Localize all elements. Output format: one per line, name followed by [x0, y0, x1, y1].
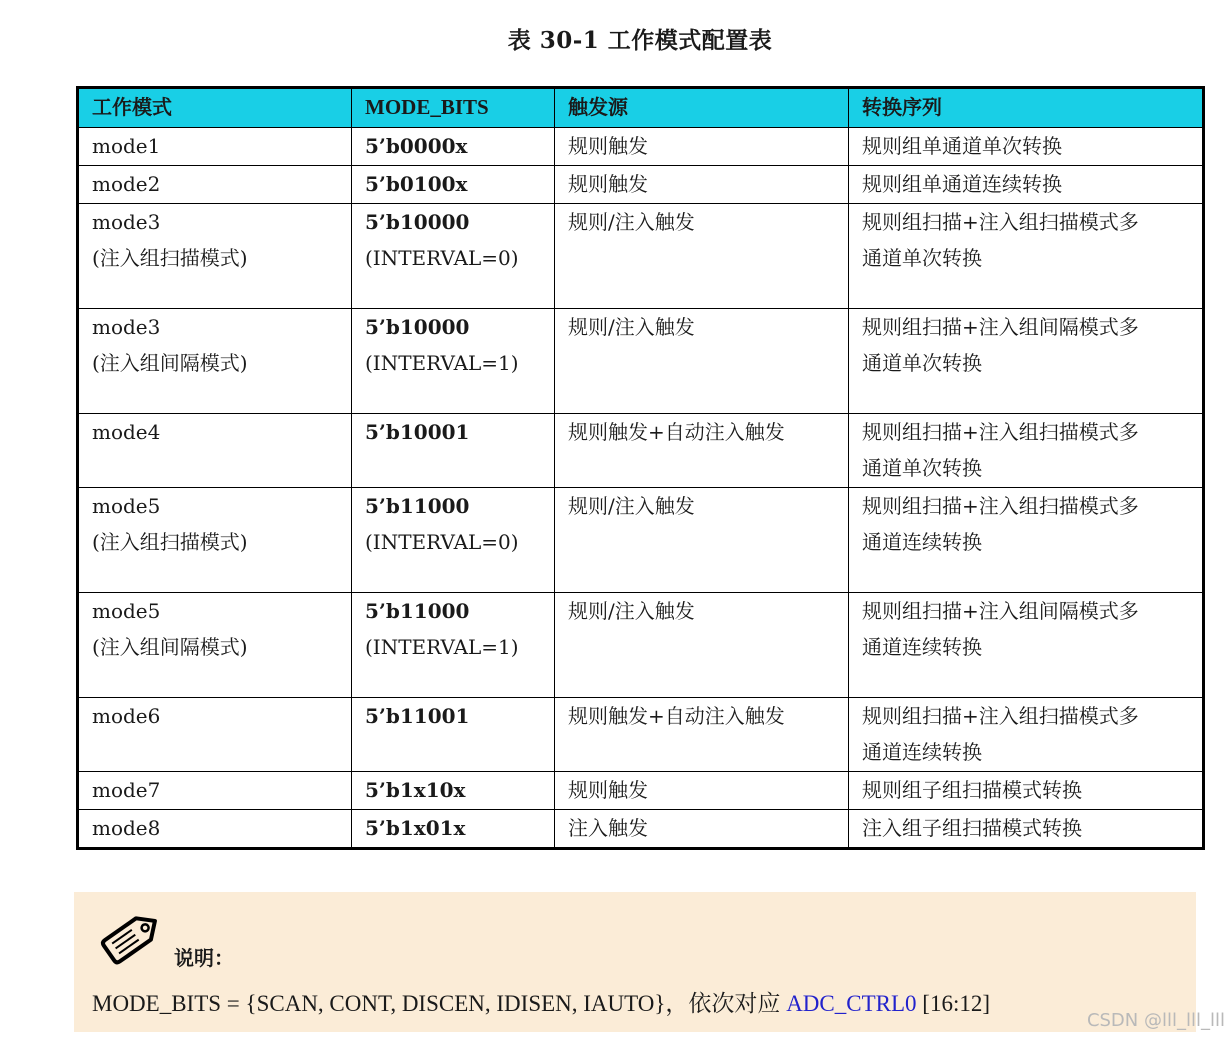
tag-icon [96, 906, 168, 968]
cell-line: 5’b10000 [365, 210, 470, 234]
table-row [78, 309, 1204, 414]
cell-mode [78, 128, 352, 166]
cell-sequence [849, 166, 1204, 204]
cell-bits [352, 698, 555, 772]
header-trigger: 触发源 [555, 88, 849, 128]
note-text-before: MODE_BITS = {SCAN, CONT, DISCEN, IDISEN, IAUTO}，依次对应 [92, 991, 787, 1016]
note-label: 说明： [174, 946, 234, 970]
cell-line: 5’b10000 [365, 315, 470, 339]
cell-bits [352, 772, 555, 810]
cell-line: 5’b11000 [365, 494, 470, 518]
cell-line: mode6 [92, 704, 161, 728]
cell-line: 规则触发+自动注入触发 [568, 420, 785, 444]
cell-line: 通道连续转换 [862, 740, 982, 764]
cell-line: mode5 [92, 494, 161, 518]
cell-trigger [555, 772, 849, 810]
cell-bits [352, 204, 555, 309]
table-row [78, 166, 1204, 204]
cell-line: 规则组扫描+注入组间隔模式多 [862, 315, 1139, 339]
cell-trigger [555, 128, 849, 166]
table-row [78, 128, 1204, 166]
cell-bits [352, 128, 555, 166]
cell-trigger [555, 414, 849, 488]
header-mode: 工作模式 [78, 88, 352, 128]
table-header-row [78, 88, 1204, 128]
cell-line: 规则/注入触发 [568, 315, 695, 339]
cell-line: 规则/注入触发 [568, 494, 695, 518]
table-row [78, 204, 1204, 309]
cell-line: mode7 [92, 778, 161, 802]
cell-line: 规则组扫描+注入组扫描模式多 [862, 704, 1139, 728]
note-box [74, 892, 1196, 1032]
table-row [78, 593, 1204, 698]
cell-line: mode8 [92, 816, 161, 840]
mode-config-table [76, 86, 1205, 850]
cell-line: 5’b0100x [365, 172, 468, 196]
cell-line: 注入组子组扫描模式转换 [862, 816, 1082, 840]
cell-line: (INTERVAL=1) [365, 351, 519, 375]
cell-line: 通道单次转换 [862, 456, 982, 480]
cell-line: 5’b11001 [365, 704, 470, 728]
cell-bits [352, 810, 555, 849]
cell-line: (注入组扫描模式) [92, 530, 248, 554]
cell-sequence [849, 593, 1204, 698]
cell-line: 规则组单通道连续转换 [862, 172, 1062, 196]
register-name: ADC_CTRL0 [786, 991, 917, 1016]
cell-sequence [849, 772, 1204, 810]
cell-line: 规则/注入触发 [568, 599, 695, 623]
cell-line: 5’b1x10x [365, 778, 466, 802]
cell-bits [352, 309, 555, 414]
header-sequence: 转换序列 [849, 88, 1204, 128]
cell-line: (INTERVAL=0) [365, 530, 519, 554]
cell-line: mode3 [92, 210, 161, 234]
table-row [78, 414, 1204, 488]
cell-bits [352, 593, 555, 698]
cell-sequence [849, 414, 1204, 488]
cell-line: mode2 [92, 172, 161, 196]
cell-line: (INTERVAL=0) [365, 246, 519, 270]
cell-line: (INTERVAL=1) [365, 635, 519, 659]
cell-mode [78, 166, 352, 204]
cell-trigger [555, 698, 849, 772]
cell-line: mode1 [92, 134, 161, 158]
cell-line: 5’b10001 [365, 420, 470, 444]
cell-sequence [849, 204, 1204, 309]
cell-line: mode4 [92, 420, 161, 444]
cell-sequence [849, 309, 1204, 414]
cell-line: (注入组扫描模式) [92, 246, 248, 270]
cell-line: (注入组间隔模式) [92, 351, 248, 375]
cell-mode [78, 698, 352, 772]
cell-line: 通道单次转换 [862, 351, 982, 375]
cell-mode [78, 204, 352, 309]
cell-mode [78, 772, 352, 810]
cell-line: 通道连续转换 [862, 635, 982, 659]
cell-mode [78, 593, 352, 698]
cell-trigger [555, 166, 849, 204]
cell-trigger [555, 204, 849, 309]
watermark: CSDN @lll_lll_lll [1086, 1010, 1225, 1031]
table-row [78, 698, 1204, 772]
cell-sequence [849, 698, 1204, 772]
cell-mode [78, 414, 352, 488]
cell-sequence [849, 128, 1204, 166]
cell-line: 规则组单通道单次转换 [862, 134, 1062, 158]
cell-mode [78, 309, 352, 414]
cell-line: 规则触发+自动注入触发 [568, 704, 785, 728]
cell-line: mode5 [92, 599, 161, 623]
cell-line: 规则触发 [568, 778, 648, 802]
cell-trigger [555, 488, 849, 593]
cell-line: mode3 [92, 315, 161, 339]
cell-trigger [555, 593, 849, 698]
cell-line: 规则组扫描+注入组扫描模式多 [862, 420, 1139, 444]
cell-bits [352, 414, 555, 488]
cell-line: 规则组扫描+注入组扫描模式多 [862, 210, 1139, 234]
table-row [78, 772, 1204, 810]
cell-line: 5’b11000 [365, 599, 470, 623]
cell-line: 规则组扫描+注入组间隔模式多 [862, 599, 1139, 623]
cell-line: 通道连续转换 [862, 530, 982, 554]
cell-line: 5’b1x01x [365, 816, 466, 840]
header-mode-bits: MODE_BITS [352, 88, 555, 128]
cell-trigger [555, 309, 849, 414]
cell-mode [78, 810, 352, 849]
cell-line: 规则组子组扫描模式转换 [862, 778, 1082, 802]
cell-line: 规则触发 [568, 172, 648, 196]
cell-bits [352, 166, 555, 204]
cell-mode [78, 488, 352, 593]
cell-line: 规则触发 [568, 134, 648, 158]
note-text [92, 985, 990, 1018]
table-row [78, 488, 1204, 593]
table-row [78, 810, 1204, 849]
cell-sequence [849, 488, 1204, 593]
cell-line: 5’b0000x [365, 134, 468, 158]
cell-line: 通道单次转换 [862, 246, 982, 270]
cell-line: 规则组扫描+注入组扫描模式多 [862, 494, 1139, 518]
cell-sequence [849, 810, 1204, 849]
cell-line: 规则/注入触发 [568, 210, 695, 234]
note-text-after: [16:12] [916, 991, 990, 1016]
cell-line: (注入组间隔模式) [92, 635, 248, 659]
cell-trigger [555, 810, 849, 849]
table-title: 表 30-1 工作模式配置表 [507, 27, 773, 54]
cell-line: 注入触发 [568, 816, 648, 840]
cell-bits [352, 488, 555, 593]
